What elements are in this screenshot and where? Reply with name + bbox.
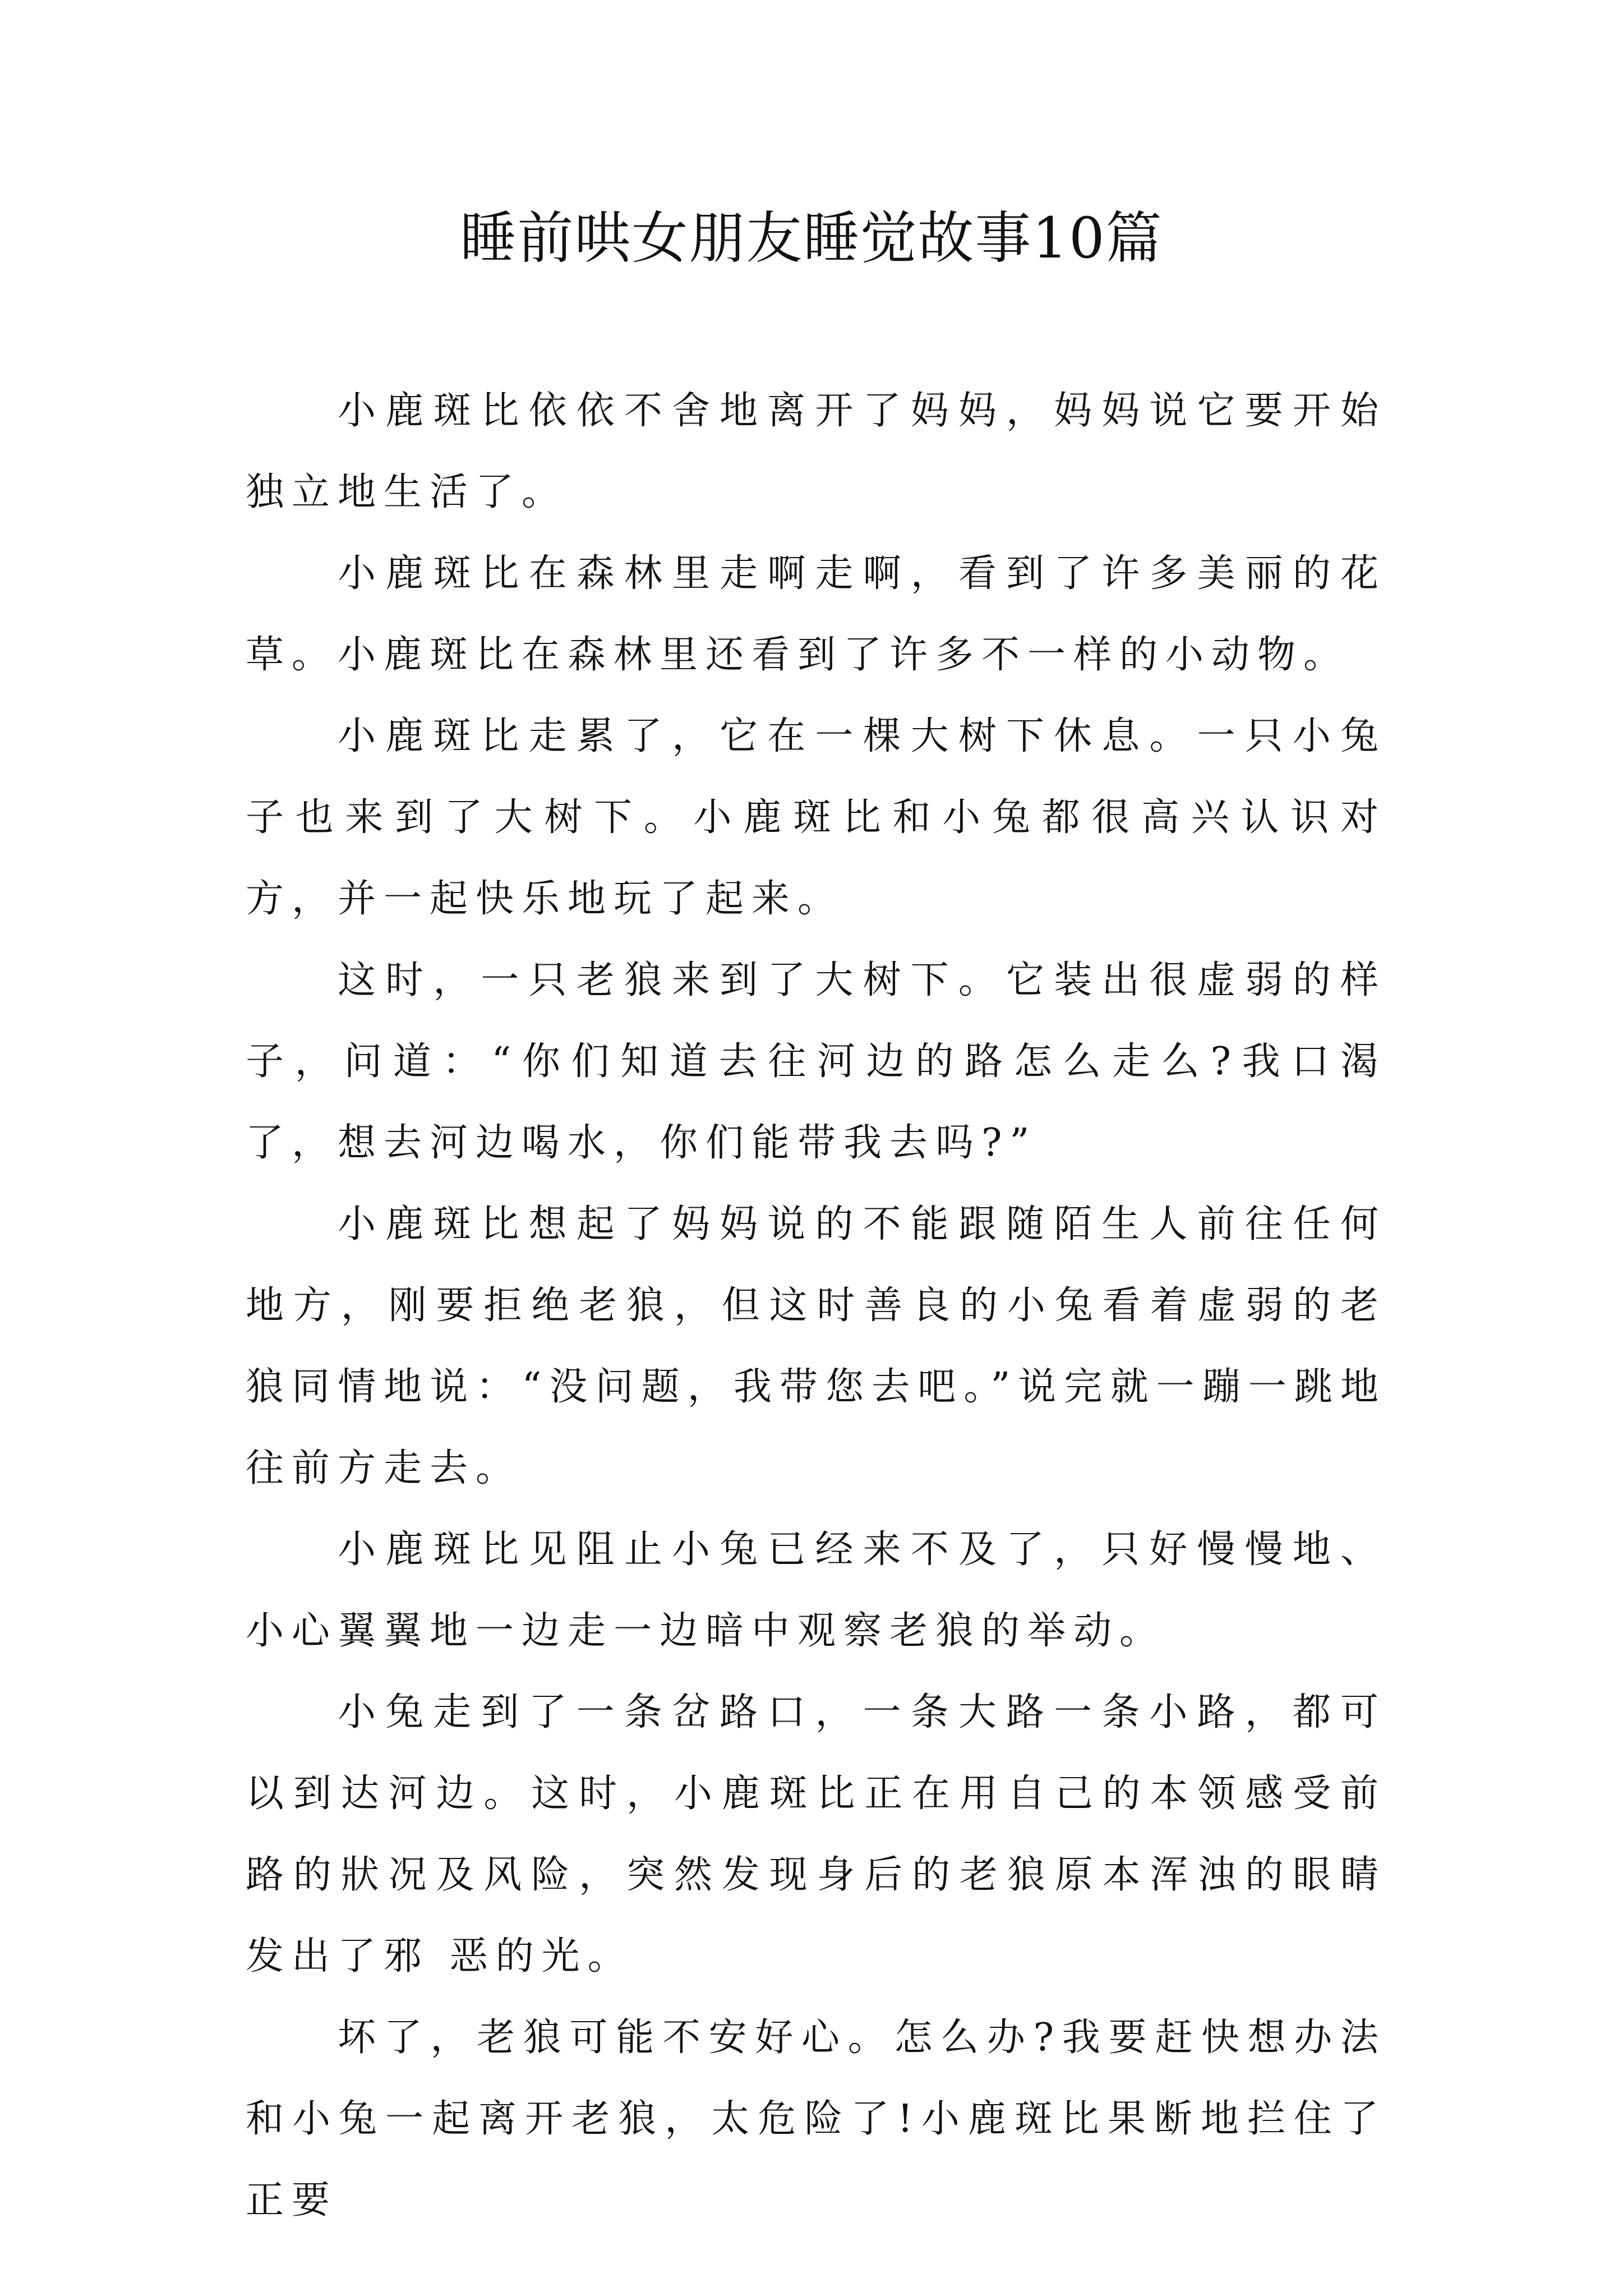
document-body	[246, 370, 1386, 2241]
paragraph-2: 小鹿斑比在森林里走啊走啊，看到了许多美丽的花草。小鹿斑比在森林里还看到了许多不一样的小动物。	[246, 551, 1386, 677]
paragraph-5: 小鹿斑比想起了妈妈说的不能跟随陌生人前往任何地方，刚要拒绝老狼，但这时善良的小兔看着虚弱的老狼同情地说：“没问题，我带您去吧。”说完就一蹦一跳地往前方走去。	[246, 1202, 1386, 1490]
paragraph-8: 坏了，老狼可能不安好心。怎么办?我要赶快想办法和小兔一起离开老狼，太危险了!小鹿斑比果断地拦住了正要	[246, 2016, 1386, 2223]
paragraph-1: 小鹿斑比依依不舍地离开了妈妈，妈妈说它要开始独立地生活了。	[246, 389, 1386, 514]
paragraph-3: 小鹿斑比走累了，它在一棵大树下休息。一只小兔子也来到了大树下。小鹿斑比和小兔都很高兴认识对方，并一起快乐地玩了起来。	[246, 714, 1386, 921]
paragraph-6: 小鹿斑比见阻止小兔已经来不及了，只好慢慢地、小心翼翼地一边走一边暗中观察老狼的举动。	[246, 1527, 1386, 1653]
paragraph-7: 小兔走到了一条岔路口，一条大路一条小路，都可以到达河边。这时，小鹿斑比正在用自己的本领感受前路的狀况及风险，突然发现身后的老狼原本浑浊的眼睛发出了邪 恶的光。	[246, 1690, 1386, 1978]
document-title: 睡前哄女朋友睡觉故事10篇	[460, 205, 1163, 271]
paragraph-4: 这时，一只老狼来到了大树下。它装出很虚弱的样子，问道：“你们知道去往河边的路怎么走么?我口渴了，想去河边喝水，你们能带我去吗?”	[246, 958, 1386, 1165]
